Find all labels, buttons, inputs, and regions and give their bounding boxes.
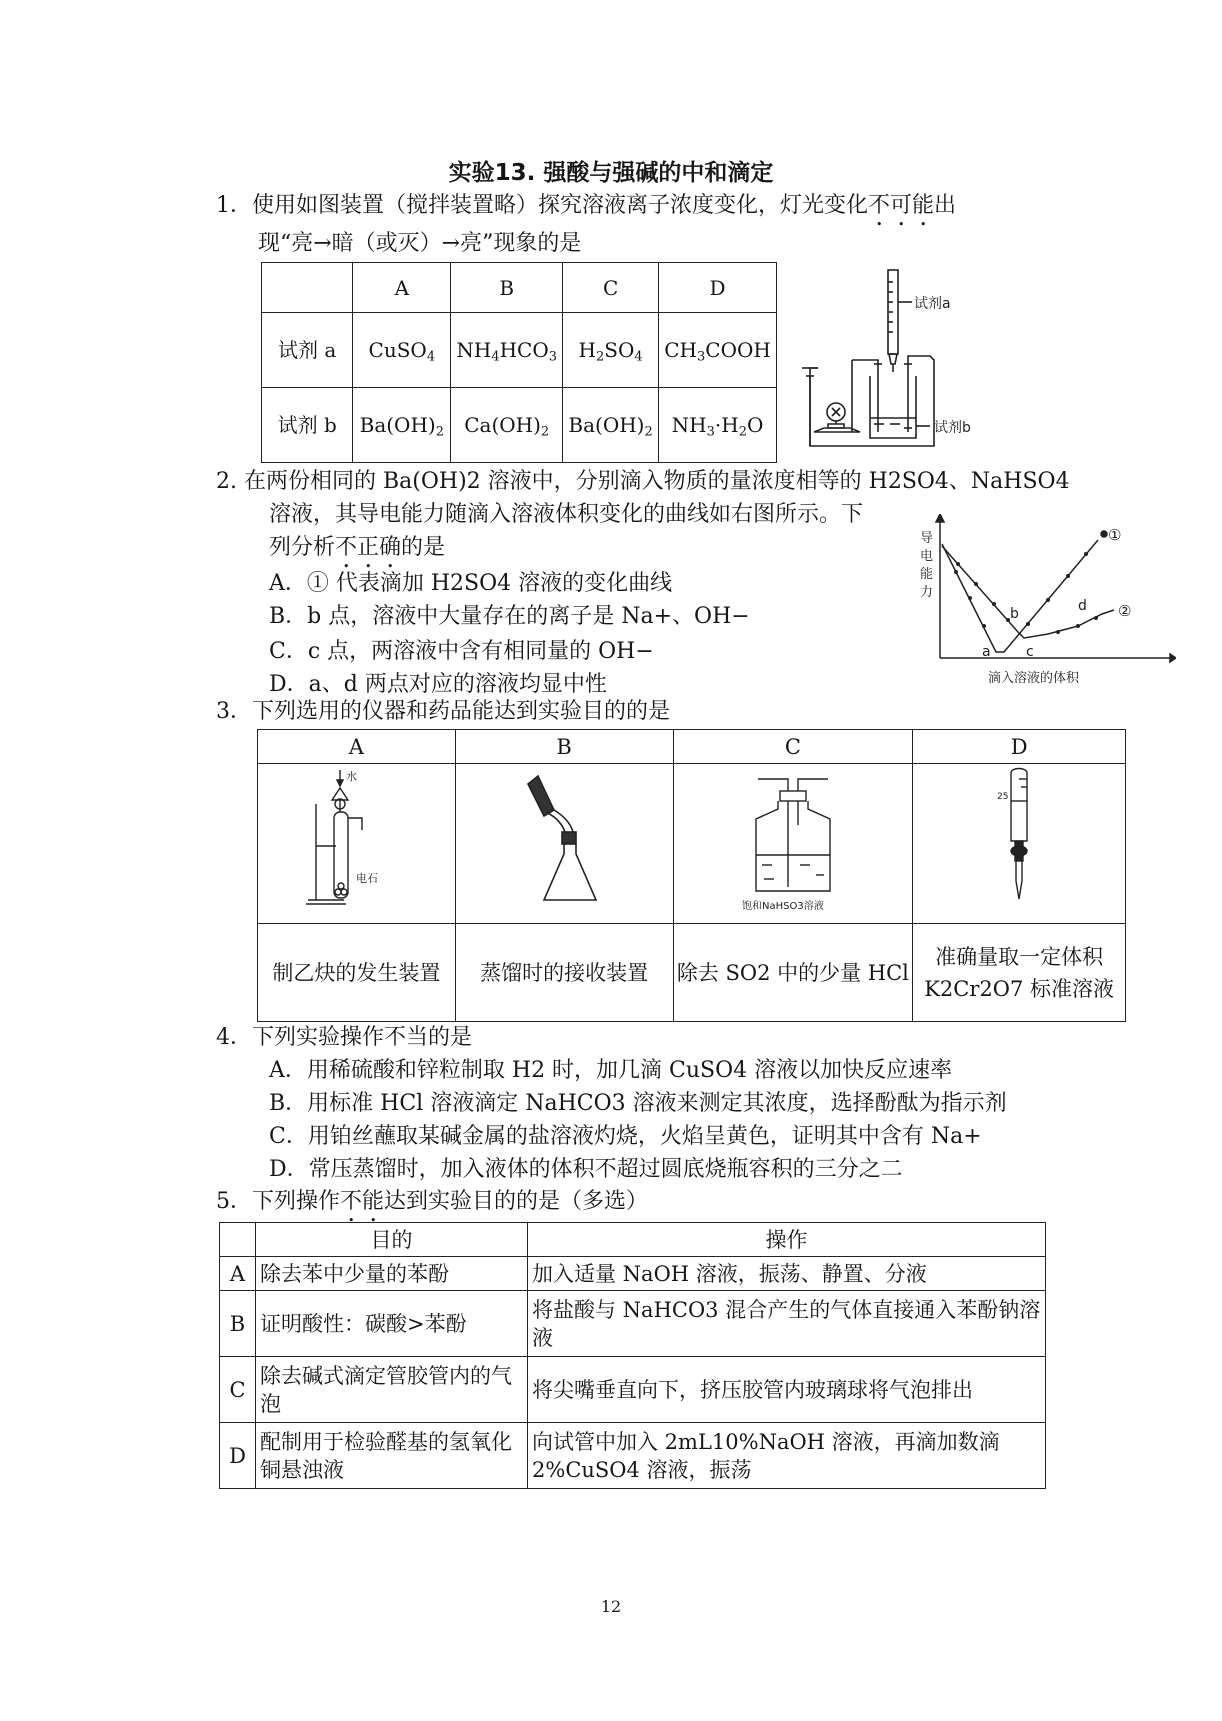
q5-row-key: C: [220, 1357, 256, 1423]
q3-caption-c: 除去 SO2 中的少量 HCl: [673, 924, 913, 1022]
q3-apparatus-table: [257, 729, 1126, 1022]
q1-cell: $Ca(OH)_2$: [451, 388, 563, 463]
q3-figure-a: [258, 764, 456, 924]
q1-col-a: A: [353, 263, 451, 313]
q2-option-d: D．a、d 两点对应的溶液均显中性: [269, 672, 607, 697]
q5-row-operation: 加入适量 NaOH 溶液，振荡、静置、分液: [528, 1257, 1046, 1291]
q5-operation-table: [219, 1222, 1046, 1489]
q2-option-b: B．b 点，溶液中大量存在的离子是 Na+、OH−: [269, 604, 750, 629]
gas-washing-bottle: [738, 765, 848, 915]
q3-col-a: A: [258, 730, 456, 764]
q3-caption-d: 准确量取一定体积 K2Cr2O7 标准溶液: [913, 924, 1126, 1022]
q1-cell: $NH_4HCO_3$: [451, 313, 563, 388]
q5-row-purpose: 配制用于检验醛基的氢氧化铜悬浊液: [256, 1423, 528, 1489]
q4-stem: 4．下列实验操作不当的是: [216, 1025, 472, 1050]
curve-1: [942, 540, 1098, 652]
q3-col-d: D: [913, 730, 1126, 764]
q1-stem-tail: 出: [934, 193, 957, 218]
q5-row-key: A: [220, 1257, 256, 1291]
q1-reagent-table: [261, 262, 777, 463]
distillation-receiver: [514, 770, 614, 910]
q4-option-a: A．用稀硫酸和锌粒制取 H2 时，加几滴 CuSO4 溶液以加快反应速率: [269, 1058, 953, 1083]
q3-figure-d: [913, 764, 1126, 924]
point-b: b: [1010, 606, 1019, 622]
q1-stem-line1: [216, 190, 956, 231]
q3-figure-b: [455, 764, 673, 924]
q3-stem: 3．下列选用的仪器和药品能达到实验目的的是: [216, 699, 670, 724]
q2-stem-text: 列分析: [269, 535, 336, 560]
q5-purpose-header: 目的: [256, 1223, 528, 1257]
q5-row-operation: 将盐酸与 NaHCO3 混合产生的气体直接通入苯酚钠溶液: [528, 1291, 1046, 1357]
q1-col-d: D: [659, 263, 777, 313]
q2-conductivity-graph: [918, 514, 1176, 688]
page-title: 实验13. 强酸与强碱的中和滴定: [448, 160, 774, 186]
q5-key-header: [220, 1223, 256, 1257]
q1-cell: $Ba(OH)_2$: [563, 388, 659, 463]
q1-cell: $NH_3\cdot H_2O$: [659, 388, 777, 463]
q3-caption-a: 制乙炔的发生装置: [258, 924, 456, 1022]
acetylene-generator: [306, 770, 406, 910]
label-nahso3: 饱和NaHSO3溶液: [741, 901, 824, 912]
point-c: c: [1026, 644, 1034, 660]
point-d: d: [1078, 598, 1087, 614]
q4-option-b: B．用标准 HCl 溶液滴定 NaHCO3 溶液来测定其浓度，选择酚酞为指示剂: [269, 1091, 1007, 1116]
q1-conductivity-apparatus: [800, 268, 1000, 458]
q3-col-b: B: [455, 730, 673, 764]
graph-ylabel-1: 导: [920, 531, 934, 546]
point-a: a: [982, 644, 991, 660]
q2-stem-line3: [269, 532, 445, 573]
q1-cell: $H_2SO_4$: [563, 313, 659, 388]
graph-ylabel-2: 电: [920, 549, 934, 564]
q5-row-key: B: [220, 1291, 256, 1357]
q2-stem-line1: 2. 在两份相同的 Ba(OH)2 溶液中，分别滴入物质的量浓度相等的 H2SO4、NaHSO4: [216, 469, 1070, 494]
q2-emphasis: 不正确: [335, 535, 402, 560]
q4-option-d: D．常压蒸馏时，加入液体的体积不超过圆底烧瓶容积的三分之二: [269, 1157, 903, 1182]
q5-emphasis: 不能: [340, 1189, 385, 1214]
curve-1-label: ①: [1108, 526, 1122, 544]
q3-figure-c: [673, 764, 913, 924]
q2-stem-line2: 溶液，其导电能力随滴入溶液体积变化的曲线如右图所示。下: [269, 502, 864, 527]
q1-corner-cell: [262, 263, 353, 313]
q5-row-purpose: 除去苯中少量的苯酚: [256, 1257, 528, 1291]
q1-stem-line2: 现“亮→暗（或灭）→亮”现象的是: [258, 231, 582, 256]
q2-option-c: C．c 点，两溶液中含有相同量的 OH−: [269, 639, 654, 664]
q5-stem-tail: 达到实验目的的是（多选）: [384, 1189, 649, 1214]
q1-cell: $CH_3COOH$: [659, 313, 777, 388]
q1-col-c: C: [563, 263, 659, 313]
q5-row-key: D: [220, 1423, 256, 1489]
acid-burette: [989, 765, 1049, 915]
label-reagent-b: 试剂b: [934, 420, 971, 436]
q1-stem-text: 1．使用如图装置（搅拌装置略）探究溶液离子浓度变化，灯光变化: [216, 193, 868, 218]
q5-row-operation: 将尖嘴垂直向下，挤压胶管内玻璃球将气泡排出: [528, 1357, 1046, 1423]
graph-ylabel-4: 力: [920, 585, 934, 600]
q3-col-c: C: [673, 730, 913, 764]
q5-operation-header: 操作: [528, 1223, 1046, 1257]
q1-row-b-label: 试剂 b: [262, 388, 353, 463]
q1-emphasis: 不可能: [868, 193, 935, 218]
q1-row-a-label: 试剂 a: [262, 313, 353, 388]
label-reagent-a: 试剂a: [914, 296, 951, 312]
q5-row-purpose: 证明酸性：碳酸>苯酚: [256, 1291, 528, 1357]
label-carbide: 电石: [356, 872, 379, 885]
q2-option-a: A．① 代表滴加 H2SO4 溶液的变化曲线: [269, 571, 673, 596]
q4-option-c: C．用铂丝蘸取某碱金属的盐溶液灼烧，火焰呈黄色，证明其中含有 Na+: [269, 1124, 982, 1149]
q5-stem: [216, 1186, 648, 1227]
label-water: 水: [346, 770, 358, 783]
q5-stem-text: 5．下列操作: [216, 1189, 340, 1214]
q1-cell: CuSO$_4$: [353, 313, 451, 388]
q5-row-operation: 向试管中加入 2mL10%NaOH 溶液，再滴加数滴 2%CuSO4 溶液，振荡: [528, 1423, 1046, 1489]
q5-row-purpose: 除去碱式滴定管胶管内的气泡: [256, 1357, 528, 1423]
q1-col-b: B: [451, 263, 563, 313]
label-25: 25: [997, 792, 1009, 802]
curve-2-label: ②: [1118, 602, 1132, 620]
graph-xlabel: 滴入溶液的体积: [988, 671, 1080, 686]
q3-caption-b: 蒸馏时的接收装置: [455, 924, 673, 1022]
q2-stem-tail: 的是: [401, 535, 446, 560]
graph-ylabel-3: 能: [920, 567, 934, 582]
page-number: 12: [600, 1597, 622, 1616]
q1-cell: $Ba(OH)_2$: [353, 388, 451, 463]
